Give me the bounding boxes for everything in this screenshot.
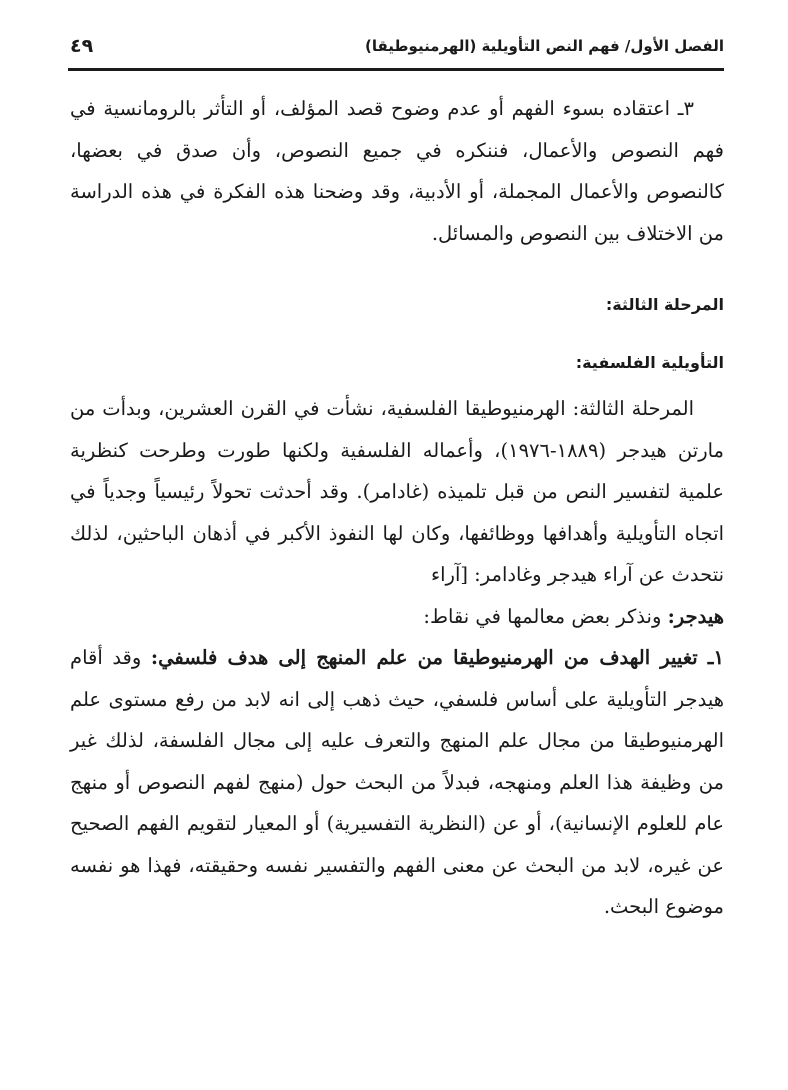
point-1: [70, 637, 724, 928]
paragraph-third-stage-text: المرحلة الثالثة: الهرمنيوطيقا الفلسفية، نشأت في القرن العشرين، وبدأت من مارتن هيدجر (١٨٨٩-١٩٧٦)، وأعماله الفلسفية ولكنها طورت وطرحت كنظرية علمية لتفسير النص من قبل تلميذه (غادامر). وقد أحدثت تحولاً رئيسياً وجدياً في اتجاه التأويلية وأهدافها ووظائفها، وكان لها النفوذ الأكبر في أذهان الباحثين، لذلك نتحدث عن آراء هيدجر وغادامر: [آراء: [70, 397, 725, 586]
page-body: [70, 88, 724, 928]
chapter-title: الفصل الأول/ فهم النص التأويلية (الهرمنيوطيقا): [365, 36, 724, 55]
point-1-title: ١ـ تغيير الهدف من الهرمنيوطيقا من علم المنهج إلى هدف فلسفي:: [150, 646, 725, 669]
header-divider: [68, 68, 724, 71]
running-header: [70, 30, 724, 62]
paragraph-third-stage-tail: ونذكر بعض معالمها في نقاط:: [423, 604, 668, 628]
paragraph-intro: ٣ـ اعتقاده بسوء الفهم أو عدم وضوح قصد المؤلف، أو التأثر بالرومانسية في فهم النصوص والأعمال، فننكره في جميع النصوص، وأن صدق في بعضها، كالنصوص والأعمال المجملة، أو الأدبية، وقد وضحنا هذه الفكرة في هذه الدراسة من الاختلاف بين النصوص والمسائل.: [70, 97, 724, 245]
paragraph-third-stage: [70, 388, 724, 637]
heading-third-stage: المرحلة الثالثة:: [605, 295, 724, 314]
page-number: ٤٩: [70, 34, 94, 57]
point-1-body: وقد أقام هيدجر التأويلية على أساس فلسفي، حيث ذهب إلى انه لابد من رفع مستوى علم الهرمنيوطيقا من مجال علم المنهج والتعرف عليه إلى مجال الفلسفة، لذلك غير من وظيفة هذا العلم ومنهجه، فبدلاً من البحث حول (منهج لفهم النصوص أو منهج عام للعلوم الإنسانية)، أو عن (النظرية التفسيرية) أو المعيار لتقويم الفهم الصحيح عن غيره، لابد من البحث عن معنى الفهم والتفسير نفسه وحقيقته، فهذا هو نفسه موضوع البحث.: [70, 646, 724, 918]
heidegger-label: هيدجر:: [667, 604, 724, 628]
heading-philosophical-hermeneutics: التأويلية الفلسفية:: [575, 353, 724, 372]
